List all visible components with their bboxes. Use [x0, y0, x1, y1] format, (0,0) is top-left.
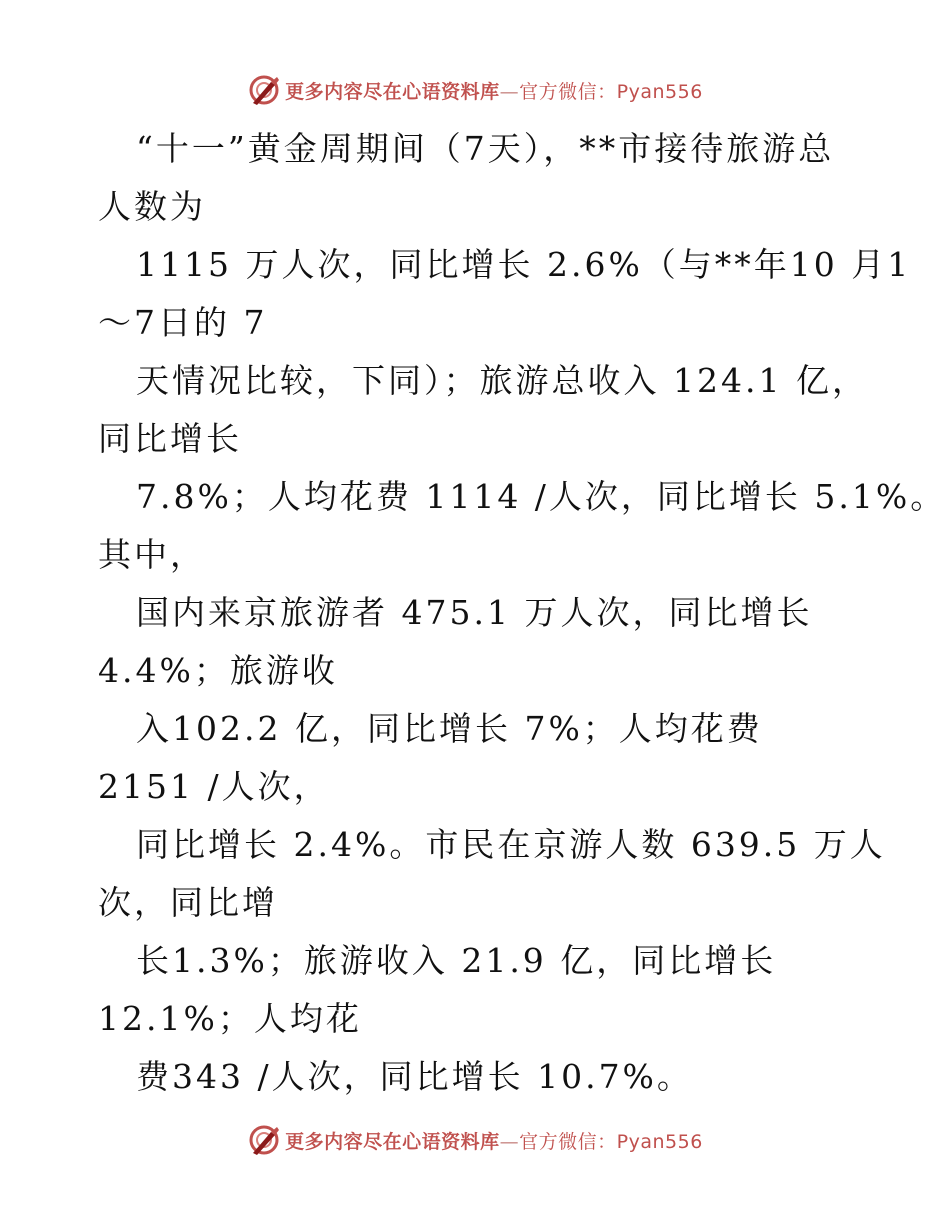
pen-logo-icon: [247, 73, 281, 107]
text-line: ～7日的 7: [98, 303, 268, 342]
pen-logo-icon: [247, 1123, 281, 1157]
text-line: 1115 万人次，同比增长 2.6%（与**年10 月1: [136, 245, 912, 284]
text-line: 同比增长 2.4%。市民在京游人数 639.5 万人: [136, 825, 886, 864]
text-line: 2151 /人次，: [98, 767, 330, 806]
text-line: 次，同比增: [98, 883, 278, 922]
banner-wechat-text: 官方微信：Pyan556: [519, 1130, 703, 1153]
text-line: 4.4%；旅游收: [98, 651, 338, 690]
banner-dash: —: [499, 1130, 520, 1153]
banner-wechat-text: 官方微信：Pyan556: [519, 80, 703, 103]
text-line: 同比增长: [98, 419, 242, 458]
banner-main-text: 更多内容尽在心语资料库: [285, 1130, 500, 1153]
text-line: 其中，: [98, 535, 206, 574]
document-body: [98, 120, 947, 1106]
text-line: 12.1%；人均花: [98, 999, 362, 1038]
text-line: 长1.3%；旅游收入 21.9 亿，同比增长: [136, 941, 777, 980]
banner-text: [285, 77, 703, 104]
text-line: 7.8%；人均花费 1114 /人次，同比增长 5.1%。: [136, 477, 947, 516]
banner-main-text: 更多内容尽在心语资料库: [285, 80, 500, 103]
banner-dash: —: [499, 80, 520, 103]
text-line: 天情况比较，下同）；旅游总收入 124.1 亿，: [136, 361, 868, 400]
text-line: 费343 /人次，同比增长 10.7%。: [136, 1057, 693, 1096]
text-line: 入102.2 亿，同比增长 7%；人均花费: [136, 709, 763, 748]
text-line: 国内来京旅游者 475.1 万人次，同比增长: [136, 593, 813, 632]
banner-text: [285, 1127, 703, 1154]
footer-banner: [0, 1120, 950, 1160]
text-line: “十一”黄金周期间（7天），**市接待旅游总: [136, 129, 835, 168]
header-banner: [0, 70, 950, 110]
text-line: 人数为: [98, 187, 206, 226]
